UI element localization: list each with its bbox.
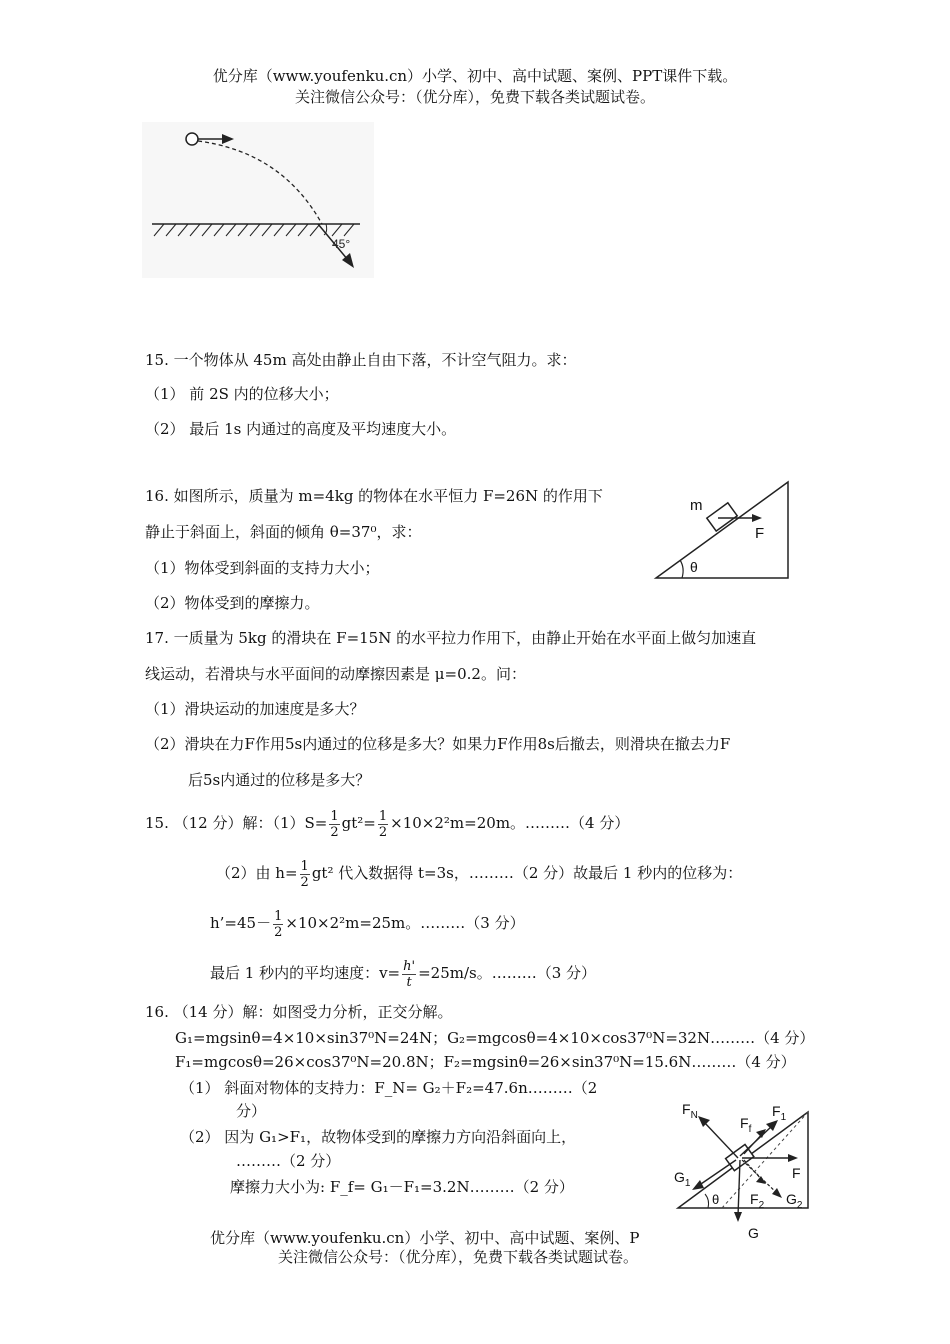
a16-line-4: （1） 斜面对物体的支持力：F_N= G₂＋F₂=47.6n………（2 <box>180 1079 598 1097</box>
svg-text:G2: $G_2$ <box>786 1191 803 1211</box>
svg-text:F2: $F_2$ <box>750 1191 765 1211</box>
a16-line-6: 摩擦力大小为: F_f= G₁－F₁=3.2N………（2 分） <box>230 1178 574 1196</box>
q17-stem-1: 17. 一质量为 5kg 的滑块在 F=15N 的水平拉力作用下，由静止开始在水平面上做匀加速直 <box>145 629 757 647</box>
fraction-half: $\frac{1}{2}$ <box>378 808 388 840</box>
q16-stem-2: 静止于斜面上，斜面的倾角 θ=37⁰，求： <box>145 523 422 541</box>
a15-line-4: 最后 1 秒内的平均速度：v= $\frac{h'}{t}$ =25m/s。………（3 分） <box>210 958 597 990</box>
q15-stem: 15. 一个物体从 45m 高处由静止自由下落，不计空气阻力。求： <box>145 351 577 369</box>
q16-part1: （1）物体受到斜面的支持力大小； <box>145 559 380 577</box>
theta-label: θ <box>690 559 698 575</box>
q15-part2: （2） 最后 1s 内通过的高度及平均速度大小。 <box>145 420 457 438</box>
header-line-2: 关注微信公众号：（优分库），免费下载各类试题试卷。 <box>294 88 655 106</box>
svg-text:F1: $F_1$ <box>772 1103 787 1123</box>
force-label: F <box>755 525 765 542</box>
force-diagram <box>668 1096 812 1242</box>
incline-figure <box>652 478 792 582</box>
q17-stem-2: 线运动，若滑块与水平面间的动摩擦因素是 μ=0.2。问： <box>145 665 526 683</box>
svg-text:G: G <box>748 1225 759 1241</box>
mass-label: m <box>690 497 703 514</box>
ball-icon <box>186 133 198 145</box>
footer-line-2: 关注微信公众号：（优分库），免费下载各类试题试卷。 <box>278 1248 639 1266</box>
q16-part2: （2）物体受到的摩擦力。 <box>145 594 320 612</box>
q17-part2-a: （2）滑块在力F作用5s内通过的位移是多大？如果力F作用8s后撤去，则滑块在撤去力F <box>145 735 731 753</box>
q15-part1: （1） 前 2S 内的位移大小； <box>145 385 339 403</box>
q16-stem-1: 16. 如图所示，质量为 m=4kg 的物体在水平恒力 F=26N 的作用下 <box>145 487 603 505</box>
q17-part2-b: 后5s内通过的位移是多大？ <box>188 771 371 789</box>
a16-line-5b: ………（2 分） <box>236 1152 341 1170</box>
fraction-h-over-t: $\frac{h'}{t}$ <box>403 958 416 990</box>
a16-line-3: F₁=mgcosθ=26×cos37⁰N=20.8N；F₂=mgsinθ=26×sin37⁰N=15.6N………（4 分） <box>175 1053 796 1071</box>
angle-label: 45° <box>332 237 351 251</box>
svg-text:G1: $G_1$ <box>674 1169 691 1189</box>
a16-line-4b: 分） <box>236 1102 267 1120</box>
svg-text:Ff: $F_f$ <box>740 1115 752 1135</box>
a15-line-2: （2）由 h= $\frac{1}{2}$ gt² 代入数据得 t=3s，………（2 分）故最后 1 秒内的位移为： <box>216 858 743 890</box>
fraction-half: $\frac{1}{2}$ <box>330 808 339 840</box>
a16-line-2: G₁=mgsinθ=4×10×sin37⁰N=24N；G₂=mgcosθ=4×10×cos37⁰N=32N………（4 分） <box>175 1029 815 1047</box>
svg-text:F: F <box>792 1165 801 1181</box>
projectile-figure <box>142 122 374 278</box>
footer-line-1: 优分库（www.youfenku.cn）小学、初中、高中试题、案例、P <box>210 1229 640 1247</box>
svg-text:θ: θ <box>712 1192 720 1207</box>
svg-text:FN: $F_N$ <box>682 1101 698 1121</box>
header-line-1: 优分库（www.youfenku.cn）小学、初中、高中试题、案例、PPT课件下载。 <box>212 67 738 85</box>
fraction-half: $\frac{1}{2}$ <box>274 908 283 940</box>
a15-line-3: h’=45－ $\frac{1}{2}$ ×10×2²m=25m。………（3 分） <box>210 908 525 940</box>
a16-line-1: 16. （14 分）解：如图受力分析，正交分解。 <box>145 1003 453 1021</box>
q17-part1: （1）滑块运动的加速度是多大？ <box>145 700 365 718</box>
a16-line-5: （2） 因为 G₁>F₁，故物体受到的摩擦力方向沿斜面向上， <box>180 1128 577 1146</box>
a15-line-1: 15. （12 分）解：（1）S= $\frac{1}{2}$ gt²= $\frac{1}{2}$ ×10×2²m=20m。………（4 分） <box>145 808 630 840</box>
fraction-half: $\frac{1}{2}$ <box>300 858 309 890</box>
